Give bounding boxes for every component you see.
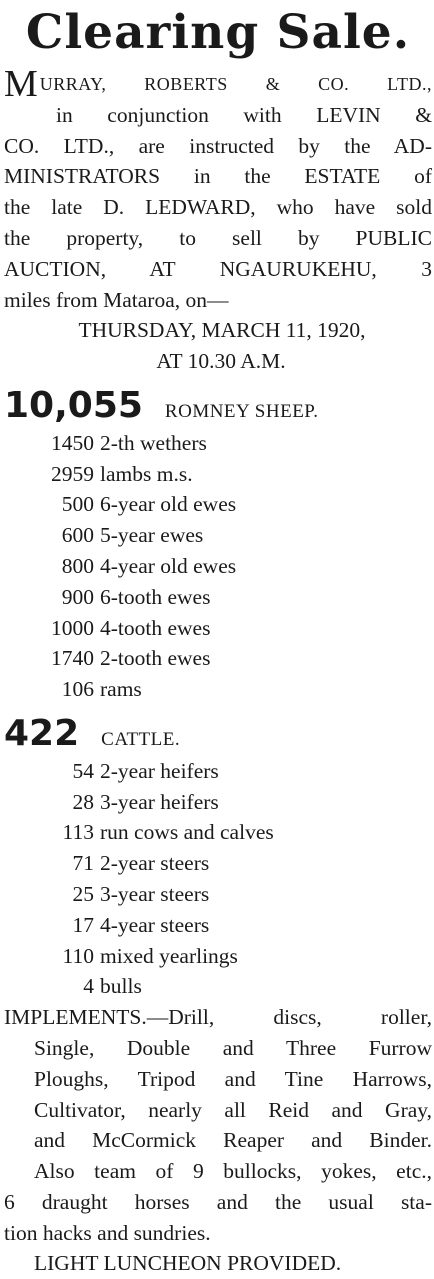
intro-line: the property, to sell by PUBLIC — [4, 225, 432, 250]
sale-time-line: AT 10.30 A.M. — [156, 349, 286, 374]
item-desc: 4-year old ewes — [100, 553, 237, 578]
list-item — [4, 428, 432, 459]
item-qty: 900 — [61, 584, 94, 609]
list-item — [4, 551, 432, 582]
item-desc: 2-th wethers — [100, 430, 207, 455]
item-desc: 4-year steers — [100, 912, 210, 937]
item-qty: 106 — [61, 677, 94, 702]
ad-title: Clearing Sale. — [25, 5, 411, 60]
implements-line: Single, Double and Three Furrow — [34, 1035, 432, 1060]
item-qty: 17 — [72, 912, 94, 937]
list-item — [4, 459, 432, 490]
intro-line: MINISTRATORS in the ESTATE of — [4, 164, 432, 189]
list-item — [4, 941, 432, 972]
item-desc: 2-year heifers — [100, 758, 219, 783]
item-desc: 6-tooth ewes — [100, 584, 211, 609]
cattle-heading — [4, 712, 432, 756]
intro-paragraph — [4, 63, 432, 315]
item-desc: rams — [100, 677, 142, 702]
cattle-total: 422 — [4, 712, 80, 754]
implements-paragraph — [4, 1002, 432, 1248]
item-qty: 600 — [61, 523, 94, 548]
implements-line: IMPLEMENTS.—Drill, discs, roller, — [4, 1005, 432, 1030]
intro-line: CO. LTD., are instructed by the AD- — [4, 133, 432, 158]
item-qty: 2959 — [51, 461, 94, 486]
list-item — [4, 489, 432, 520]
cattle-label: CATTLE. — [101, 728, 181, 750]
item-qty: 71 — [72, 851, 94, 876]
item-desc: 4-tooth ewes — [100, 615, 211, 640]
sheep-heading — [4, 384, 432, 428]
list-item — [4, 817, 432, 848]
list-item — [4, 971, 432, 1002]
intro-line: miles from Mataroa, on— — [4, 287, 229, 312]
implements-line: 6 draught horses and the usual sta- — [4, 1189, 432, 1214]
sale-date — [4, 315, 432, 377]
item-desc: 3-year steers — [100, 881, 210, 906]
list-item — [4, 848, 432, 879]
intro-line-text: URRAY, ROBERTS & CO. LTD., — [39, 74, 432, 94]
implements-line: Also team of 9 bullocks, yokes, etc., — [34, 1159, 432, 1184]
list-item — [4, 582, 432, 613]
list-item — [4, 613, 432, 644]
item-desc: lambs m.s. — [100, 461, 193, 486]
item-qty: 1000 — [51, 615, 94, 640]
item-qty: 500 — [61, 492, 94, 517]
implements-line: Ploughs, Tripod and Tine Harrows, — [34, 1066, 432, 1091]
item-qty: 800 — [61, 553, 94, 578]
item-qty: 54 — [72, 758, 94, 783]
list-item — [4, 520, 432, 551]
list-item — [4, 756, 432, 787]
intro-line — [4, 63, 432, 105]
item-qty: 110 — [62, 943, 94, 968]
list-item — [4, 910, 432, 941]
sheep-total: 10,055 — [4, 384, 143, 426]
item-qty: 113 — [62, 820, 94, 845]
item-qty: 1740 — [51, 646, 94, 671]
sale-date-line: THURSDAY, MARCH 11, 1920, — [78, 318, 366, 343]
drop-cap: M — [4, 63, 38, 105]
item-desc: 2-year steers — [100, 851, 210, 876]
intro-line: in conjunction with LEVIN & — [56, 102, 432, 127]
item-desc: mixed yearlings — [100, 943, 238, 968]
item-qty: 4 — [83, 974, 94, 999]
list-item — [4, 787, 432, 818]
item-desc: 3-year heifers — [100, 789, 219, 814]
implements-line: Cultivator, nearly all Reid and Gray, — [34, 1097, 432, 1122]
luncheon-notice: LIGHT LUNCHEON PROVIDED. — [34, 1251, 342, 1276]
list-item — [4, 674, 432, 705]
list-item — [4, 643, 432, 674]
item-desc: 6-year old ewes — [100, 492, 237, 517]
implements-line: and McCormick Reaper and Binder. — [34, 1128, 432, 1153]
intro-line: AUCTION, AT NGAURUKEHU, 3 — [4, 256, 432, 281]
list-item — [4, 879, 432, 910]
item-desc: bulls — [100, 974, 142, 999]
item-qty: 1450 — [51, 430, 94, 455]
item-qty: 25 — [72, 881, 94, 906]
item-desc: 2-tooth ewes — [100, 646, 211, 671]
item-desc: run cows and calves — [100, 820, 274, 845]
intro-line: the late D. LEDWARD, who have sold — [4, 195, 432, 220]
item-desc: 5-year ewes — [100, 523, 204, 548]
sheep-label: ROMNEY SHEEP. — [164, 400, 319, 422]
item-qty: 28 — [72, 789, 94, 814]
implements-line: tion hacks and sundries. — [4, 1220, 211, 1245]
cattle-list — [4, 756, 432, 1002]
sheep-list — [4, 428, 432, 705]
